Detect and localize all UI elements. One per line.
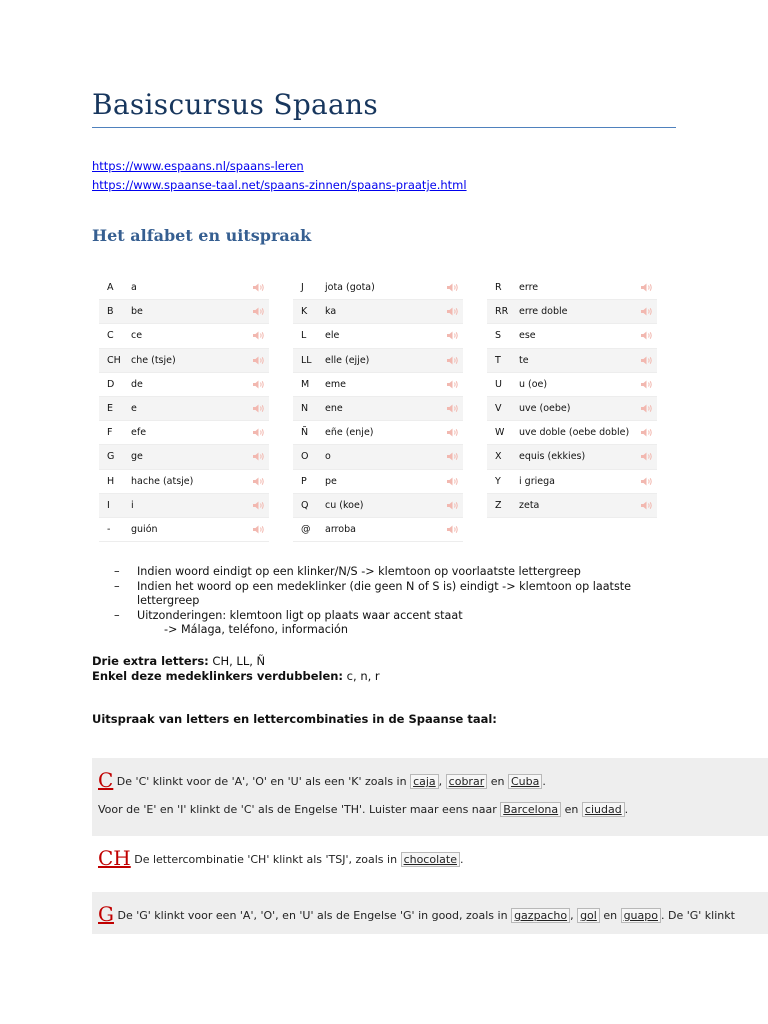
word-link-gazpacho[interactable]: gazpacho — [511, 908, 570, 923]
rule-text: Indien het woord op een medeklinker (die geen N of S is) eindigt -> klemtoon op laatste — [137, 579, 632, 593]
alphabet-row — [99, 494, 269, 518]
double-consonants-label: Enkel deze medeklinkers verdubbelen: — [92, 669, 344, 683]
bullet-dash: – — [114, 579, 120, 593]
speaker-icon[interactable] — [247, 330, 269, 341]
alphabet-letter-name: te — [519, 354, 529, 366]
box-line — [98, 902, 735, 926]
alphabet-row — [99, 349, 269, 373]
alphabet-letter: D — [107, 378, 115, 390]
alphabet-row — [293, 421, 463, 445]
double-consonants-value: c, n, r — [343, 669, 380, 683]
speaker-icon[interactable] — [635, 282, 657, 293]
alphabet-row — [293, 300, 463, 324]
alphabet-row — [99, 421, 269, 445]
alphabet-letter-name: de — [131, 378, 143, 390]
separator: en — [487, 775, 508, 788]
alphabet-row — [487, 470, 657, 494]
alphabet-letter-name: eñe (enje) — [325, 427, 374, 439]
alphabet-row — [293, 349, 463, 373]
alphabet-letter: LL — [301, 354, 312, 366]
alphabet-letter: Y — [495, 475, 501, 487]
separator: en — [561, 803, 582, 816]
double-consonants-line — [92, 669, 380, 683]
speaker-icon[interactable] — [441, 355, 463, 366]
alphabet-letter: J — [301, 282, 304, 294]
alphabet-letter: - — [107, 523, 111, 535]
alphabet-letter-name: che (tsje) — [131, 354, 176, 366]
bullet-dash: – — [114, 565, 120, 578]
alphabet-letter: V — [495, 403, 502, 415]
alphabet-row — [293, 324, 463, 348]
alphabet-letter: G — [107, 451, 115, 463]
alphabet-row — [293, 276, 463, 300]
alphabet-letter: W — [495, 427, 505, 439]
word-link-ciudad[interactable]: ciudad — [582, 802, 625, 817]
alphabet-row — [293, 470, 463, 494]
alphabet-letter: U — [495, 378, 502, 390]
alphabet-letter: X — [495, 451, 502, 463]
pronunciation-box-g — [92, 892, 768, 934]
separator: . — [542, 775, 546, 788]
word-link-gol[interactable]: gol — [577, 908, 600, 923]
pronunciation-heading: Uitspraak van letters en lettercombinaties in de Spaanse taal: — [92, 712, 497, 726]
rule-examples: -> Málaga, teléfono, información — [164, 623, 348, 637]
speaker-icon[interactable] — [635, 500, 657, 511]
alphabet-letter-name: ge — [131, 451, 143, 463]
alphabet-letter: N — [301, 403, 309, 415]
alphabet-letter: S — [495, 330, 502, 342]
alphabet-letter-name: zeta — [519, 499, 540, 511]
alphabet-row — [487, 397, 657, 421]
speaker-icon[interactable] — [247, 379, 269, 390]
speaker-icon[interactable] — [247, 282, 269, 293]
alphabet-letter-name: elle (ejje) — [325, 354, 370, 366]
alphabet-letter: H — [107, 475, 115, 487]
alphabet-letter-name: be — [131, 306, 143, 318]
alphabet-letter: C — [107, 330, 114, 342]
alphabet-row — [99, 276, 269, 300]
word-link-cuba[interactable]: Cuba — [508, 774, 542, 789]
speaker-icon[interactable] — [635, 427, 657, 438]
alphabet-letter: K — [301, 306, 308, 318]
speaker-icon[interactable] — [635, 330, 657, 341]
list-item — [114, 565, 631, 580]
big-letter: G — [98, 902, 114, 926]
alphabet-letter-name: i griega — [519, 475, 555, 487]
speaker-icon[interactable] — [441, 379, 463, 390]
alphabet-letter: CH — [107, 354, 121, 366]
alphabet-row — [487, 324, 657, 348]
alphabet-row — [293, 397, 463, 421]
alphabet-letter-name: efe — [131, 427, 147, 439]
word-link-caja[interactable]: caja — [410, 774, 439, 789]
speaker-icon[interactable] — [635, 355, 657, 366]
alphabet-row — [99, 397, 269, 421]
alphabet-row — [487, 300, 657, 324]
alphabet-row — [487, 421, 657, 445]
alphabet-letter: Q — [301, 499, 309, 511]
box-text: Voor de 'E' en 'I' klinkt de 'C' als de Engelse 'TH'. Luister maar eens naar — [98, 803, 501, 816]
separator: . — [624, 803, 629, 816]
page-title: Basiscursus Spaans — [92, 88, 379, 121]
alphabet-letter-name: ce — [131, 330, 143, 342]
speaker-icon[interactable] — [247, 355, 269, 366]
alphabet-row — [293, 494, 463, 518]
pronunciation-rules — [114, 565, 631, 638]
link-espaans[interactable]: https://www.espaans.nl/spaans-leren — [92, 159, 304, 173]
speaker-icon[interactable] — [441, 500, 463, 511]
alphabet-letter-name: e — [131, 403, 137, 415]
speaker-icon[interactable] — [247, 306, 269, 317]
alphabet-letter: F — [107, 427, 113, 439]
alphabet-letter-name: hache (atsje) — [131, 475, 194, 487]
rule-text: Indien woord eindigt op een klinker/N/S -> klemtoon op voorlaatste lettergreep — [137, 565, 581, 578]
word-link-guapo[interactable]: guapo — [621, 908, 661, 923]
speaker-icon[interactable] — [441, 427, 463, 438]
pronunciation-box-c — [92, 758, 768, 836]
speaker-icon[interactable] — [635, 476, 657, 487]
section-heading-alphabet: Het alfabet en uitspraak — [92, 226, 312, 245]
alphabet-row — [487, 445, 657, 469]
speaker-icon[interactable] — [247, 403, 269, 414]
alphabet-letter: R — [495, 282, 502, 294]
extra-letters-value: CH, LL, Ñ — [208, 654, 266, 668]
alphabet-row — [99, 324, 269, 348]
box-line — [98, 846, 463, 870]
alphabet-letter-name: eme — [325, 378, 346, 390]
alphabet-letter-name: uve (oebe) — [519, 403, 571, 415]
word-link-cobrar[interactable]: cobrar — [446, 774, 488, 789]
speaker-icon[interactable] — [635, 379, 657, 390]
alphabet-row — [487, 349, 657, 373]
word-link-barcelona[interactable]: Barcelona — [500, 802, 561, 817]
box-text: De lettercombinatie 'CH' klinkt als 'TSJ', zoals in — [130, 853, 401, 866]
alphabet-letter-name: uve doble (oebe doble) — [519, 427, 630, 439]
speaker-icon[interactable] — [441, 524, 463, 535]
big-letter: C — [98, 768, 114, 792]
title-underline — [92, 127, 676, 128]
list-item — [114, 609, 631, 638]
alphabet-column-2 — [293, 276, 463, 542]
alphabet-row — [293, 373, 463, 397]
speaker-icon[interactable] — [247, 451, 269, 462]
pronunciation-box-ch — [92, 842, 768, 878]
alphabet-letter-name: ka — [325, 306, 337, 318]
word-link-chocolate[interactable]: chocolate — [401, 852, 460, 867]
alphabet-letter-name: o — [325, 451, 331, 463]
alphabet-row — [99, 300, 269, 324]
alphabet-row — [99, 373, 269, 397]
alphabet-row — [99, 518, 269, 542]
box-line — [98, 798, 628, 817]
speaker-icon[interactable] — [441, 451, 463, 462]
alphabet-letter-name: ese — [519, 330, 536, 342]
speaker-icon[interactable] — [441, 330, 463, 341]
separator: , — [570, 909, 578, 922]
speaker-icon[interactable] — [635, 403, 657, 414]
alphabet-letter: T — [495, 354, 501, 366]
alphabet-row — [487, 494, 657, 518]
alphabet-letter: Ñ — [301, 427, 309, 439]
alphabet-letter: P — [301, 475, 307, 487]
speaker-icon[interactable] — [247, 500, 269, 511]
alphabet-row — [293, 445, 463, 469]
speaker-icon[interactable] — [441, 306, 463, 317]
alphabet-letter: B — [107, 306, 114, 318]
alphabet-letter-name: erre — [519, 282, 539, 294]
alphabet-letter-name: ene — [325, 403, 343, 415]
speaker-icon[interactable] — [247, 476, 269, 487]
separator: . — [459, 853, 464, 866]
alphabet-row — [487, 276, 657, 300]
rule-text: lettergreep — [137, 594, 200, 608]
alphabet-letter-name: jota (gota) — [325, 282, 375, 294]
speaker-icon[interactable] — [441, 476, 463, 487]
speaker-icon[interactable] — [635, 306, 657, 317]
alphabet-column-1 — [99, 276, 269, 542]
rule-text: Uitzonderingen: klemtoon ligt op plaats waar accent staat — [137, 608, 463, 622]
alphabet-letter: O — [301, 451, 309, 463]
link-spaanse-taal[interactable]: https://www.spaanse-taal.net/spaans-zinnen/spaans-praatje.html — [92, 178, 467, 192]
alphabet-letter-name: u (oe) — [519, 378, 548, 390]
alphabet-letter: @ — [301, 523, 311, 535]
alphabet-row — [99, 445, 269, 469]
alphabet-letter: RR — [495, 306, 509, 318]
separator: , — [438, 775, 446, 788]
separator: en — [599, 909, 621, 922]
alphabet-letter: Z — [495, 499, 502, 511]
separator: . De 'G' klinkt — [661, 909, 735, 922]
extra-letters-label: Drie extra letters: — [92, 654, 209, 668]
alphabet-letter-name: i — [131, 499, 134, 511]
alphabet-letter: M — [301, 378, 310, 390]
speaker-icon[interactable] — [247, 524, 269, 535]
alphabet-letter-name: a — [131, 282, 137, 294]
alphabet-letter-name: guión — [131, 523, 158, 535]
box-text: De 'C' klinkt voor de 'A', 'O' en 'U' als een 'K' zoals in — [113, 775, 411, 788]
speaker-icon[interactable] — [441, 403, 463, 414]
box-text: De 'G' klinkt voor een 'A', 'O', en 'U' als de Engelse 'G' in good, zoals in — [113, 909, 512, 922]
alphabet-letter: E — [107, 403, 114, 415]
alphabet-letter-name: arroba — [325, 523, 356, 535]
alphabet-letter: I — [107, 499, 110, 511]
speaker-icon[interactable] — [441, 282, 463, 293]
alphabet-letter-name: pe — [325, 475, 337, 487]
bullet-dash: – — [114, 608, 120, 622]
alphabet-letter: L — [301, 330, 307, 342]
box-line — [98, 768, 546, 792]
alphabet-row — [487, 373, 657, 397]
alphabet-row — [99, 470, 269, 494]
alphabet-letter-name: erre doble — [519, 306, 568, 318]
speaker-icon[interactable] — [247, 427, 269, 438]
alphabet-letter-name: cu (koe) — [325, 499, 364, 511]
list-item — [114, 580, 631, 609]
alphabet-letter-name: ele — [325, 330, 340, 342]
alphabet-letter: A — [107, 282, 114, 294]
alphabet-letter-name: equis (ekkies) — [519, 451, 586, 463]
speaker-icon[interactable] — [635, 451, 657, 462]
alphabet-column-3 — [487, 276, 657, 518]
alphabet-row — [293, 518, 463, 542]
extra-letters-line — [92, 654, 265, 668]
big-letter: CH — [98, 846, 131, 870]
